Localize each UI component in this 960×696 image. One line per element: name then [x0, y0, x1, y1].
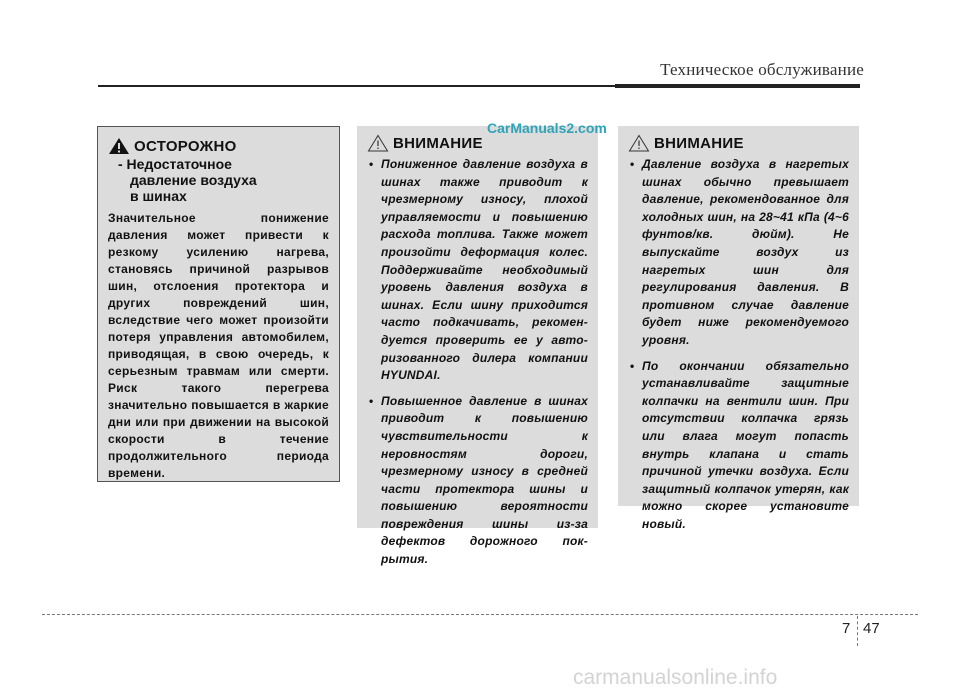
warning-triangle-filled-icon [108, 137, 130, 155]
footer-rule [42, 614, 918, 615]
caution-subtitle [118, 156, 329, 204]
list-item: • По окончании обязательно устанавливайте защитные колпачки на вентили шин. При отсутствии колпачка грязь или влага могут попасть внутрь клапана и стать причиной утечки воздуха. Если защитный колпачок утерян, как можно скорее установите новый. [630, 358, 849, 531]
warning-triangle-outline-icon [367, 134, 389, 152]
caution-subtitle-line: - Недостаточное [118, 156, 232, 172]
list-item: • Давление воздуха в нагретых шинах обычно превышает давление, рекомендованное для холодных шин, на 28~41 кПа (4~6 фунтов/кв. дюйм). Не выпускайте воздух из нагретых шин для регулирования давления. В противном случае давление будет ниже рекомендуемого уровня. [630, 157, 849, 347]
notice-1-header [367, 134, 588, 152]
notice-1-title: ВНИМАНИЕ [393, 134, 483, 152]
list-item: • Повышенное давление в шинах приводит к повышению чувствительности к неровностям дороги, чрезмерному износу в средней части протектора шины и повышению вероятности повреждения шины из-за дефектов дорожного пок-рытия. [369, 393, 588, 567]
caution-box [97, 126, 340, 482]
caution-title: ОСТОРОЖНО [134, 137, 237, 155]
notice-box-1 [357, 126, 598, 567]
list-item: • Пониженное давление воздуха в шинах также приводит к чрезмерному износу, плохой управляемости и повышению расхода топлива. Также может произойти деформация колес. Поддерживайте необходимый уровень давления воздуха в шинах. Если шину приходится часто подкачивать, рекомен-дуется проверить ее у авто-ризованного дилера компании HYUNDAI. [369, 157, 588, 383]
list-item-text: Повышенное давление в шинах приводит к повышению чувствительности к неровностям дороги, чрезмерному износу в средней части протектора шины и повышению вероятности повреждения шины из-за дефектов дорожного пок-рытия. [381, 393, 588, 567]
notice-2-header [628, 134, 849, 152]
site-watermark: carmanualsonline.info [573, 666, 778, 689]
caution-subtitle-line: в шинах [130, 188, 187, 204]
page-number: 47 [863, 620, 880, 637]
notice-2-title: ВНИМАНИЕ [654, 134, 744, 152]
warning-triangle-outline-icon [628, 134, 650, 152]
list-item-text: По окончании обязательно устанавливайте защитные колпачки на вентили шин. При отсутствии колпачка грязь или влага могут попасть внутрь клапана и стать причиной утечки воздуха. Если защитный колпачок утерян, как можно скорее установите новый. [642, 358, 849, 531]
notice-1-list [367, 156, 588, 569]
caution-body: Значительное понижение давления может привести к резкому усилению нагрева, становясь причиной разрывов шин, отслоения протектора и других повреждений шин, вследствие чего может произойти потеря управления автомобилем, приводящая, в свою очередь, к серьезным травмам или смерти. Риск такого перегрева значительно повышается в жаркие дни или при движении на высокой скорости в течение продолжительного периода времени. [108, 211, 329, 480]
caution-header [108, 137, 329, 155]
caution-subtitle-line: давление воздуха [130, 172, 257, 188]
list-item-text: Пониженное давление воздуха в шинах также приводит к чрезмерному износу, плохой управляемости и повышению расхода топлива. Также может произойти деформация колес. Поддерживайте необходимый уровень давления воздуха в шинах. Если шину приходится часто подкачивать, рекомен-дуется проверить ее у авто-ризованного дилера компании HYUNDAI. [381, 157, 588, 383]
header-rule-accent [615, 84, 860, 88]
notice-2-list [628, 156, 849, 533]
list-item-text: Давление воздуха в нагретых шинах обычно превышает давление, рекомендованное для холодных шин, на 28~41 кПа (4~6 фунтов/кв. дюйм). Не выпускайте воздух из нагретых шин для регулирования давления. В противном случае давление будет ниже рекомендуемого уровня. [642, 157, 849, 347]
chapter-number: 7 [842, 620, 851, 637]
notice-box-2 [618, 126, 859, 531]
footer-separator [857, 616, 858, 646]
section-title: Техническое обслуживание [660, 60, 864, 79]
watermark-link[interactable]: CarManuals2.com [487, 120, 607, 136]
